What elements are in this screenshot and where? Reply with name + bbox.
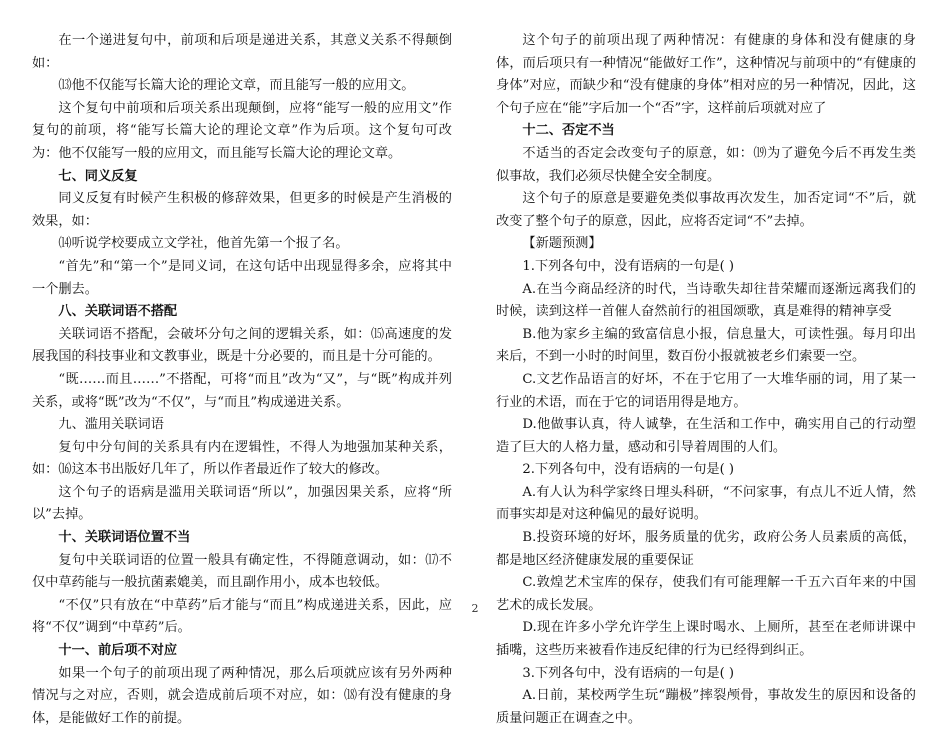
question-line: B.投资环境的好坏，服务质量的优劣，政府公务人员素质的高低，都是地区经济健康发展的重要保证 [496,530,916,568]
paragraph: “不仅”只有放在“中草药”后才能与“而且”构成递进关系，因此，应将“不仅”调到“中草药”后。 [32,597,452,636]
paragraph: 如果一个句子的前项出现了两种情况，那么后项就应该有另外两种情况与之对应，否则，就会造成前后项不对应，如：⒅有没有健康的身体，是能做好工作的前提。 [32,665,452,726]
question-line: B.他为家乡主编的致富信息小报，信息量大，可读性强。每月印出来后，不到一小时的时间里，数百份小报就被老乡们索要一空。 [496,326,916,365]
section-heading: 七、同义反复 [58,168,138,184]
paragraph: 这个句子的语病是滥用关联词语“所以”，加强因果关系，应将“所以”去掉。 [32,484,452,523]
paragraph: 复句中分句间的关系具有内在逻辑性，不得人为地强加某种关系，如：⒃这本书出版好几年了，所以作者最近作了较大的修改。 [32,439,452,478]
section-heading: 十、关联词语位置不当 [58,530,191,546]
section-heading: 十二、否定不当 [522,123,615,139]
section-heading: 九、滥用关联词语 [58,417,164,433]
paragraph: 在一个递进复句中，前项和后项是递进关系，其意义关系不得颠倒如： [32,33,452,71]
section-heading: 八、关联词语不搭配 [58,304,178,320]
right-column [496,30,916,730]
paragraph: ⒀他不仅能写长篇大论的理论文章，而且能写一般的应用文。 [58,78,415,94]
paragraph: 关联词语不搭配，会破坏分句之间的逻辑关系，如：⒂高速度的发展我国的科技事业和文教事业，既是十分必要的，而且是十分可能的。 [32,326,452,365]
paragraph: 这个复句中前项和后项关系出现颠倒，应将“能写一般的应用文”作复句的前项，将“能写长篇大论的理论文章”作为后项。这个复句可改为：他不仅能写一般的应用文，而且能写长篇大论的理论文章。 [32,100,452,161]
paragraph: “首先”和“第一个”是同义词，在这句话中出现显得多余，应将其中一个删去。 [32,258,452,297]
question-line: D.现在许多小学允许学生上课时喝水、上厕所，甚至在老师讲课中插嘴，这些历来被看作违反纪律的行为已经得到纠正。 [496,620,916,659]
section-heading: 【新题预测】 [522,236,602,252]
left-column [32,30,452,730]
question-line: 1.下列各句中，没有语病的一句是( ) [522,258,735,274]
question-line: 3.下列各句中，没有语病的一句是( ) [522,665,735,681]
page-number: 2 [471,602,479,615]
section-heading: 十一、前后项不对应 [58,643,178,659]
paragraph: ⒁听说学校要成立文学社，他首先第一个报了名。 [58,236,349,252]
question-line: C.文艺作品语言的好坏，不在于它用了一大堆华丽的词，用了某一行业的术语，而在于它的词语用得是地方。 [496,371,916,410]
paragraph: 同义反复有时候产生积极的修辞效果，但更多的时候是产生消极的效果，如： [32,191,452,229]
question-line: A.在当今商品经济的时代，当诗歌失却往昔荣耀而逐渐远离我们的时候，读到这样一首催人奋然前行的祖国颂歌，真是难得的精神享受 [496,281,916,320]
question-line: 2.下列各句中，没有语病的一句是( ) [522,462,735,478]
paragraph: “既……而且……”不搭配，可将“而且”改为“又”，与“既”构成并列关系，或将“既”改为“不仅”，与“而且”构成递进关系。 [32,371,452,410]
question-line: D.他做事认真，待人诚挚，在生活和工作中，确实用自己的行动塑造了巨大的人格力量，感动和引导着周围的人们。 [496,417,916,455]
question-line: A.有人认为科学家终日埋头科研，“不问家事，有点儿不近人情，然而事实却是对这种偏见的最好说明。 [496,484,916,523]
paragraph: 这个句子的前项出现了两种情况：有健康的身体和没有健康的身体，而后项只有一种情况“能做好工作”，这种情况与前项中的“有健康的身体”对应，而缺少和“没有健康的身体”相对应的另一种情况，因此，这个句子应在“能”字后加一个“否”字，这样前后项就对应了 [496,33,916,116]
paragraph: 这个句子的原意是要避免类似事故再次发生，加否定词“不”后，就改变了整个句子的原意，因此，应将否定词“不”去掉。 [496,191,916,229]
paragraph: 复句中关联词语的位置一般具有确定性，不得随意调动，如：⒄不仅中草药能与一般抗菌素媲美，而且副作用小，成本也较低。 [32,552,452,591]
question-line: C.敦煌艺术宝库的保存，使我们有可能理解一千五六百年来的中国艺术的成长发展。 [496,575,916,613]
question-line: A.日前，某校两学生玩“蹦极”摔裂颅骨，事故发生的原因和设备的质量问题正在调查之中。 [496,688,916,726]
paragraph: 不适当的否定会改变句子的原意，如：⒆为了避免今后不再发生类似事故，我们必须尽快健全安全制度。 [496,145,916,184]
